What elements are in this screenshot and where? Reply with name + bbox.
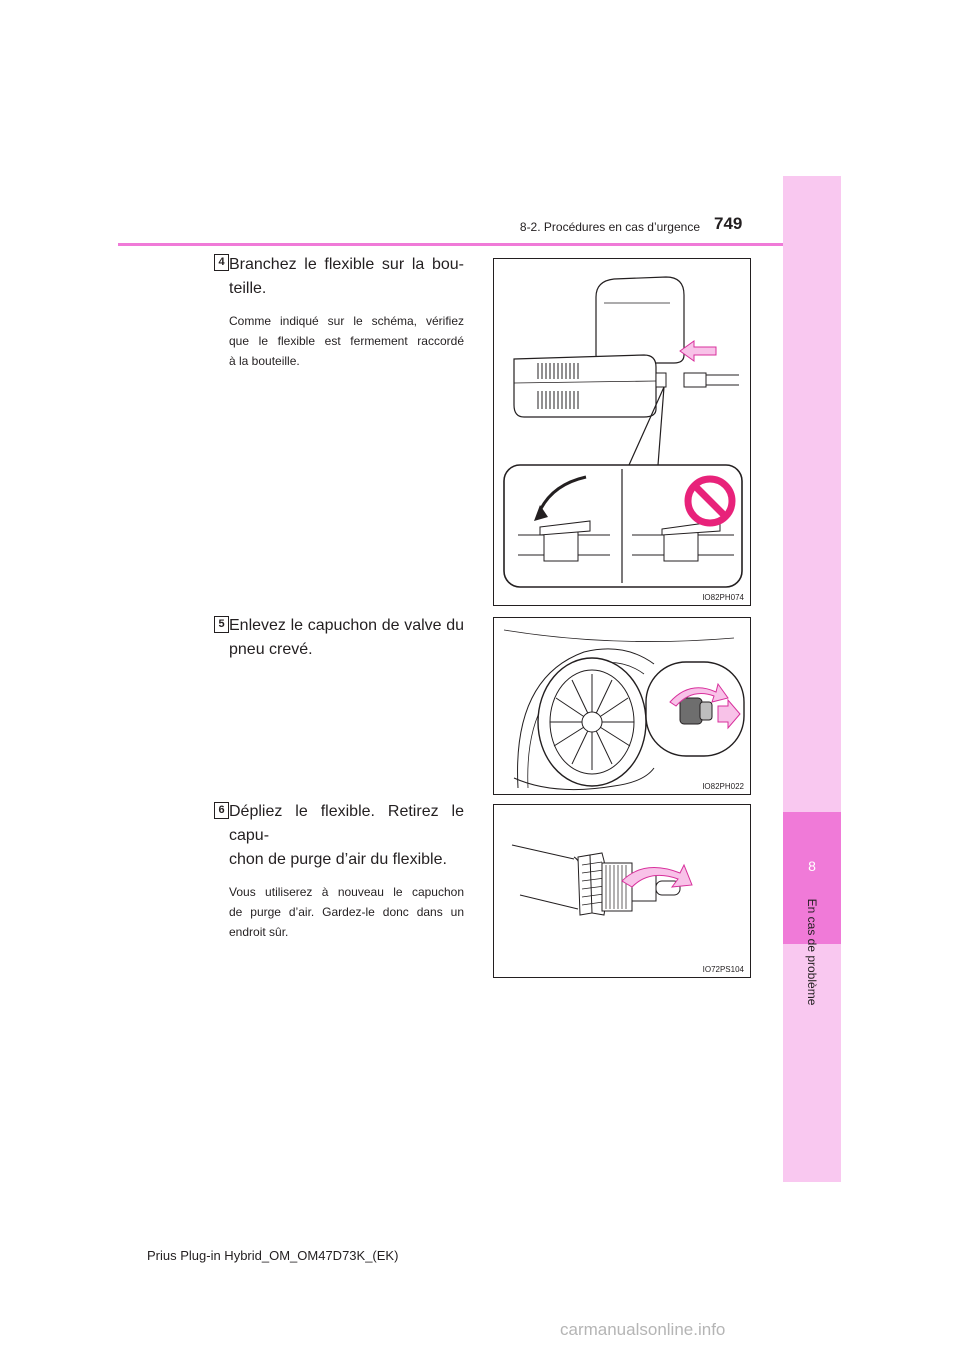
figure-code: IO82PH022 (702, 782, 744, 791)
step-title-line: Enlevez le capuchon de valve du (229, 617, 464, 634)
step-title (229, 253, 464, 301)
header-rule (118, 243, 783, 246)
step-note-line: Comme indiqué sur le schéma, vérifiez (229, 314, 464, 328)
no-entry-icon (688, 479, 732, 523)
step-title-line: chon de purge d’air du flexible. (229, 851, 447, 868)
figure-code: IO72PS104 (702, 965, 744, 974)
step-note-line: que le flexible est fermement raccordé (229, 334, 464, 348)
step-6-text (229, 800, 464, 942)
step-note (229, 311, 464, 371)
chapter-title: En cas de problème (805, 898, 819, 1006)
step-note-line: endroit sûr. (229, 925, 289, 939)
section-title: 8-2. Procédures en cas d’urgence (519, 220, 700, 234)
watermark: carmanualsonline.info (560, 1320, 726, 1339)
step-note-line: Vous utiliserez à nouveau le capuchon (229, 885, 464, 899)
step-title-line: pneu crevé. (229, 641, 313, 658)
chapter-number: 8 (808, 858, 816, 874)
figure-valve-cap (493, 617, 751, 795)
step-title (229, 614, 464, 662)
step-number-badge: 4 (214, 254, 229, 271)
hose-bottle-illustration (494, 259, 750, 605)
step-note-line: de purge d’air. Gardez-le donc dans un (229, 905, 464, 919)
arrow-icon (680, 341, 716, 361)
step-4-text (229, 253, 464, 371)
step-title (229, 800, 464, 872)
figure-hose-cap (493, 804, 751, 978)
figure-code: IO82PH074 (702, 593, 744, 602)
step-title-line: Branchez le flexible sur la bou- (229, 256, 464, 273)
step-number-badge: 6 (214, 802, 229, 819)
step-note (229, 882, 464, 942)
step-note-line: à la bouteille. (229, 354, 300, 368)
figure-hose-to-bottle (493, 258, 751, 606)
valve-cap-illustration (494, 618, 750, 794)
page-number: 749 (714, 214, 743, 233)
chapter-side-tab (783, 176, 841, 1182)
hose-cap-illustration (494, 805, 750, 977)
footer-model: Prius Plug-in Hybrid_OM_OM47D73K_(EK) (147, 1248, 399, 1263)
step-number-badge: 5 (214, 616, 229, 633)
step-5-text (229, 614, 464, 662)
step-title-line: Dépliez le flexible. Retirez le capu- (229, 803, 464, 844)
step-title-line: teille. (229, 280, 267, 297)
